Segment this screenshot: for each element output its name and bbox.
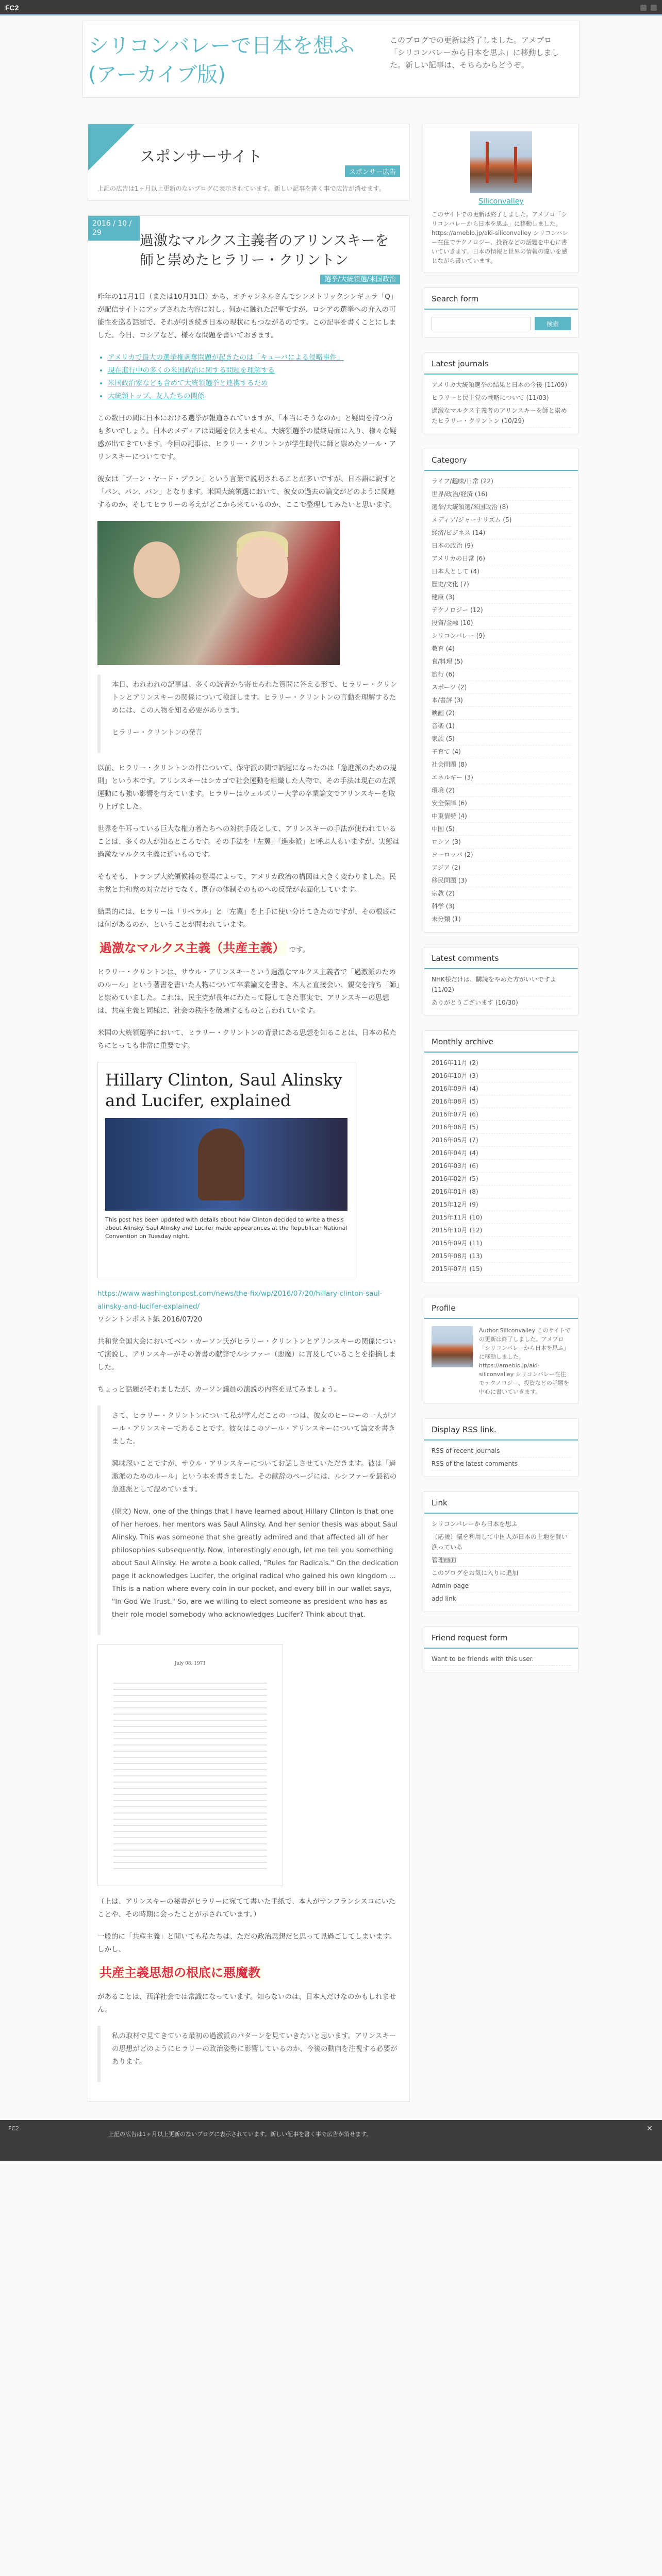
archive-link[interactable]: 2016年01月 (8) (432, 1185, 571, 1198)
category-link[interactable]: 中国 (5) (432, 823, 571, 836)
source-link[interactable]: https://www.washingtonpost.com/news/the-fix/wp/2016/07/20/hillary-clinton-saul-alinsky-and-lucifer-explained/ (97, 1290, 383, 1311)
archive-link[interactable]: 2015年07月 (15) (432, 1263, 571, 1276)
quote-text: 本日、われわれの記事は、多くの読者から寄せられた質問に答える形で、ヒラリー・クリントンとアリンスキーの関係について検証します。ヒラリー・クリントンの言動を理解するためには、この人物を知る必要があります。 (112, 681, 398, 715)
user-icon[interactable] (651, 5, 657, 11)
comment-link[interactable]: ありがとうございます (10/30) (432, 996, 571, 1009)
blockquote (97, 674, 400, 753)
category-link[interactable]: 投資/金融 (10) (432, 617, 571, 630)
wapo-article-image (97, 1062, 355, 1278)
bridge-tower (486, 142, 489, 183)
person-figure (134, 541, 180, 598)
category-link[interactable]: 安全保障 (6) (432, 797, 571, 810)
category-link[interactable]: スポーツ (2) (432, 681, 571, 694)
category-link[interactable]: テクノロジー (12) (432, 604, 571, 617)
profile-text: Author:Siliconvalley このサイトでの更新は終了しました。アメブロ「シリコンバレーから日本を思ふ」に移動しました。 https://ameblo.jp/aki-siliconvalley シリコンバレー在住でテクノロジー、投資などの話題を中心に書いていきます。 (479, 1327, 571, 1395)
article-paragraph: 結果的には、ヒラリーは「リベラル」と「左翼」を上手に使い分けてきたのですが、その根底には何があるのか、ということが問われています。 (97, 908, 396, 929)
corner-ribbon (88, 124, 135, 171)
side-link[interactable]: add link (432, 1592, 571, 1605)
letter-text-lines (113, 1677, 267, 1873)
category-link[interactable]: エネルギー (3) (432, 771, 571, 784)
widget-title: Link (424, 1492, 578, 1514)
rss-link[interactable]: RSS of recent journals (432, 1445, 571, 1458)
category-link[interactable]: 中東情勢 (4) (432, 810, 571, 823)
category-link[interactable]: ヨーロッパ (2) (432, 849, 571, 861)
article-paragraph: 一般的に「共産主義」と聞いても私たちは、ただの政治思想だと思って見過ごしてしまいます。しかし、 (97, 1933, 396, 1954)
side-link[interactable]: このブログをお気に入りに追加 (432, 1567, 571, 1580)
category-link[interactable]: 歴史/文化 (7) (432, 578, 571, 591)
widget-title: Search form (424, 288, 578, 310)
rss-widget (424, 1418, 578, 1477)
category-link[interactable]: シリコンバレー (9) (432, 630, 571, 642)
side-link[interactable]: シリコンバレーから日本を思ふ (432, 1518, 571, 1531)
archive-link[interactable]: 2016年03月 (6) (432, 1160, 571, 1173)
category-link[interactable]: 科学 (3) (432, 900, 571, 913)
category-link[interactable]: 健康 (3) (432, 591, 571, 604)
main-column (88, 124, 410, 2116)
category-link[interactable]: 移民問題 (3) (432, 874, 571, 887)
category-link[interactable]: 未分類 (1) (432, 913, 571, 926)
archive-link[interactable]: 2015年09月 (11) (432, 1237, 571, 1250)
archive-link[interactable]: 2015年11月 (10) (432, 1211, 571, 1224)
person-figure (198, 1128, 244, 1200)
journal-link[interactable]: ヒラリーと民主党の戦略について (11/03) (432, 392, 571, 404)
article-date: 2016 / 10 / 29 (88, 216, 140, 241)
category-link[interactable]: 教育 (4) (432, 642, 571, 655)
widget-title: Profile (424, 1297, 578, 1319)
archive-link[interactable]: 2016年11月 (2) (432, 1057, 571, 1070)
widget-title: Friend request form (424, 1627, 578, 1649)
highlight-heading: 過激なマルクス主義（共産主義） (97, 941, 287, 956)
archive-link[interactable]: 2016年04月 (4) (432, 1147, 571, 1160)
friend-request-widget (424, 1626, 578, 1672)
article-link[interactable]: • アメリカで最大の選挙権剥奪問題が起きたのは「キューバによる侵略事件」 (108, 351, 400, 364)
monthly-archive-widget (424, 1030, 578, 1282)
photo-clinton-image (97, 521, 340, 665)
highlight-suffix: です。 (289, 946, 309, 954)
article-link[interactable]: • 米国政治家なども含めて大統領選挙と連携するため (108, 377, 400, 390)
article-paragraph: そもそも、トランプ大統領候補の登場によって、アメリカ政治の構図は大きく変わりました。民主党と共和党の対立だけでなく、既存の体制そのものへの反発が表面化しています。 (97, 873, 396, 894)
category-link[interactable]: 日本の政治 (9) (432, 539, 571, 552)
archive-link[interactable]: 2016年10月 (3) (432, 1070, 571, 1082)
profile-detail-widget (424, 1297, 578, 1404)
archive-link[interactable]: 2016年02月 (5) (432, 1173, 571, 1185)
search-widget (424, 287, 578, 338)
quote-text: 私の取材で見てきている最初の過激派のパターンを見ていきたいと思います。アリンスキーの思想がどのようにヒラリーの政治姿勢に影響しているのか、今後の動向を注視する必要があります。 (112, 2032, 398, 2066)
overlay-text: 上記の広告は1ヶ月以上更新のないブログに表示されています。新しい記事を書く事で広告が消せます。 (108, 2131, 372, 2138)
search-input[interactable] (432, 317, 531, 330)
widget-title: Latest comments (424, 947, 578, 969)
sponsor-body: 上記の広告は1ヶ月以上更新のないブログに表示されています。新しい記事を書く事で広告が消せます。 (97, 185, 385, 192)
category-link[interactable]: 社会問題 (8) (432, 758, 571, 771)
overlay-logo: FC2 (8, 2125, 20, 2132)
widget-title: Display RSS link. (424, 1419, 578, 1440)
category-link[interactable]: 世界/政治/経済 (16) (432, 488, 571, 501)
category-link[interactable]: 選挙/大統領選/米国政治 (8) (432, 501, 571, 514)
category-link[interactable]: 家族 (5) (432, 733, 571, 745)
article-category-badge[interactable]: 選挙/大統領選/米国政治 (320, 275, 400, 284)
archive-link[interactable]: 2015年08月 (13) (432, 1250, 571, 1263)
sponsor-card (88, 124, 410, 201)
letter-date: July 08, 1971 (174, 1661, 206, 1666)
archive-link[interactable]: 2016年05月 (7) (432, 1134, 571, 1147)
highlight-heading: 共産主義思想の根底に悪魔教 (97, 1965, 262, 1980)
archive-link[interactable]: 2015年12月 (9) (432, 1198, 571, 1211)
article-paragraph: ちょっと話題がそれましたが、カーソン議員の演説の内容を見てみましょう。 (97, 1385, 341, 1394)
category-link[interactable]: 宗教 (2) (432, 887, 571, 900)
search-button[interactable]: 検索 (535, 317, 571, 330)
blog-header (82, 21, 580, 98)
article-body (88, 283, 409, 2102)
article-link[interactable]: • 大統領トップ、友人たちの関係 (108, 390, 400, 403)
article-paragraph: （上は、アリンスキーの秘書がヒラリーに宛てて書いた手紙で、本人がサンフランシスコにいたことや、その時期に会ったことが示されています。） (97, 1897, 395, 1919)
image-photo (105, 1118, 347, 1211)
category-widget (424, 449, 578, 933)
article-link-list (108, 351, 400, 403)
quote-text: さて、ヒラリー・クリントンについて私が学んだことの一つは、彼女のヒーローの一人がソール・アリンスキーであることです。彼女はこのソール・アリンスキーについて論文を書きました。 (112, 1412, 397, 1446)
profile-text: このサイトでの更新は終了しました。アメブロ「シリコンバレーから日本を思ふ」に移動しました。 https://ameblo.jp/aki-siliconvalley シリコンバレー在住でテクノロジー、投資などの話題を中心に書いていきます。日本の情報と世界の情報の違いを感じながら書いています。 (432, 211, 568, 264)
blockquote (97, 1405, 400, 1635)
quote-text: 興味深いことですが、サウル・アリンスキーについてお話しさせていただきます。彼は「過激派のためのルール」という本を書きました。その献辞のページには、ルシファーを最初の急進派として認めています。 (112, 1460, 397, 1494)
article-paragraph: 以前、ヒラリー・クリントンの件について、保守派の間で話題になったのは「急進派のための規則」という本です。アリンスキーはシカゴで社会運動を組織した人物で、その手法は現在の左派運動にも強い影響を与えています。ヒラリーはウェルズリー大学の卒業論文でアリンスキーを取り上げました。 (97, 764, 396, 811)
image-caption: This post has been updated with details about how Clinton decided to write a thesis about Alinsky. Saul Alinsky and Lucifer made appearances at the Republican National Convention on Tuesday night. (105, 1216, 347, 1240)
topbar-icons (640, 5, 657, 11)
article-paragraph: があることは、西洋社会では常識になっています。知らないのは、日本人だけなのかもしれません。 (97, 1993, 396, 2014)
profile-widget (424, 124, 578, 273)
archive-link[interactable]: 2016年09月 (4) (432, 1082, 571, 1095)
side-link[interactable]: （応援）議を利用して中国人が日本の土地を買い漁っている (432, 1531, 571, 1554)
side-link[interactable]: 管理画面 (432, 1554, 571, 1567)
blog-title[interactable]: シリコンバレーで日本を想ふ (アーカイブ版) (88, 34, 355, 87)
profile-avatar[interactable] (432, 1326, 473, 1367)
top-navigation-bar (0, 0, 662, 15)
journal-link[interactable]: 過激なマルクス主義者のアリンスキーを師と崇めたヒラリー・クリントン (10/29) (432, 404, 571, 428)
bridge-tower (514, 147, 517, 183)
category-link[interactable]: 食/料理 (5) (432, 655, 571, 668)
category-link[interactable]: ロシア (3) (432, 836, 571, 849)
profile-name[interactable]: Siliconvalley (478, 197, 524, 206)
archive-link[interactable]: 2016年07月 (6) (432, 1108, 571, 1121)
article-card (88, 215, 410, 2102)
category-link[interactable]: メディア/ジャーナリズム (5) (432, 514, 571, 527)
blog-description: このブログでの更新は終了しました。アメブロ「シリコンバレーから日本を思ふ」に移動しました。新しい記事は、そちらからどうぞ。 (390, 36, 559, 70)
archive-link[interactable]: 2016年06月 (5) (432, 1121, 571, 1134)
sponsor-title: スポンサーサイト (140, 148, 262, 166)
source-line: ワシントンポスト紙 2016/07/20 (97, 1315, 203, 1324)
profile-avatar[interactable] (470, 131, 532, 193)
category-link[interactable]: アメリカの日常 (6) (432, 552, 571, 565)
person-figure (237, 536, 288, 598)
blockquote (97, 2026, 400, 2082)
article-paragraph: 共和党全国大会においてベン・カーソン氏がヒラリー・クリントンとアリンスキーの関係について演説し、アリンスキーがその著書の献辞でルシファー（悪魔）に言及していることを指摘しました。 (97, 1337, 396, 1371)
latest-comments-widget (424, 947, 578, 1016)
comment-link[interactable]: NHK様だけは、購読をやめた方がいいですよ (11/02) (432, 973, 571, 996)
letter-image (97, 1644, 283, 1886)
category-link[interactable]: ライフ/趣味/日常 (22) (432, 475, 571, 488)
article-link[interactable]: • 現在進行中の多くの米国政治に関する問題を理解する (108, 364, 400, 377)
sponsor-category-badge[interactable]: スポンサー広告 (345, 165, 400, 177)
journal-link[interactable]: アメリカ大統領選挙の結果と日本の今後 (11/09) (432, 379, 571, 392)
ad-overlay-bar (0, 2120, 662, 2161)
widget-title: Category (424, 449, 578, 471)
category-link[interactable]: 経済/ビジネス (14) (432, 527, 571, 539)
category-link[interactable]: 本/書評 (3) (432, 694, 571, 707)
article-paragraph: 米国の大統領選挙において、ヒラリー・クリントンの背景にある思想を知ることは、日本の私たちにとっても非常に重要です。 (97, 1029, 397, 1050)
archive-link[interactable]: 2015年10月 (12) (432, 1224, 571, 1237)
widget-title: Monthly archive (424, 1031, 578, 1053)
friend-request-link[interactable]: Want to be friends with this user. (432, 1653, 571, 1666)
sidebar (424, 124, 578, 1687)
latest-journals-widget (424, 352, 578, 434)
article-title[interactable]: 過激なマルクス主義者のアリンスキーを師と崇めたヒラリー・クリントン (140, 233, 389, 268)
category-link[interactable]: 子育て (4) (432, 745, 571, 758)
category-link[interactable]: 旅行 (6) (432, 668, 571, 681)
archive-link[interactable]: 2016年08月 (5) (432, 1095, 571, 1108)
side-link[interactable]: Admin page (432, 1580, 571, 1592)
fc2-logo[interactable]: FC2 (5, 4, 19, 12)
article-paragraph: ヒラリー・クリントンは、サウル・アリンスキーという過激なマルクス主義者で「過激派のためのルール」という著書を書いた人物について卒業論文を書き、本人と直接会い、親交を持ち「師」と崇めていました。これは、民主党が長年にわたって隠してきた事実で、アリンスキーの思想は、共産主義と同様に、社会の秩序を破壊するものと言われています。 (97, 968, 400, 1015)
article-paragraph: 昨年の11月1日（または10月31日）から、オチャンネルさんでシンメトリックシンギュラ「Q」が配信サイトにアップされた内容に対し、何かに触れた記事ですが、ロシアの選挙への介入の可能性を巡る話題で、それが引き続き日本の現状にもつながるのです。この記事を書くことにしました。今日、ロシアなど、様々な問題を書いておきます。 (97, 293, 398, 340)
widget-title: Latest journals (424, 353, 578, 375)
quote-text-english: (原文) Now, one of the things that I have learned about Hillary Clinton is that one of her heroes, her mentors was Saul Alinsky. And her senior thesis was about Saul Alinsky. This was someone that she greatly admired and that affected all of her philosophies subsequently. Now, interestingly enough, let me tell you something about Saul Alinsky. He wrote a book called, "Rules for Radicals." On the dedication page it acknowledges Lucifer, the original radical who gained his own kingdom ... This is a nation where every coin in our pocket, and every bill in our wallet says, "In God We Trust." So, are we willing to elect someone as president who has as their role model somebody who acknowledges Lucifer? Think about that. (112, 1507, 399, 1619)
category-link[interactable]: 日本人として (4) (432, 565, 571, 578)
article-paragraph: 彼女は「ブーン・ヤード・ブラン」という言葉で説明されることが多いですが、日本語に訳すと「パン、パン、パン」となります。米国大統領選において、彼女の過去の論文がどのように関連するのか、そしてヒラリーの考えがどこから来ているのか、ここで整理してみたいと思います。 (97, 475, 396, 509)
image-headline: Hillary Clinton, Saul Alinsky and Lucifer, explained (105, 1070, 342, 1110)
article-paragraph: この数日の間に日本における選挙が報道されていますが、「本当にそうなのか」と疑問を持つ方も多いでしょう。日本のメディアは問題を伝えません。大統領選挙の最終局面に入り、様々な疑惑が出てきています。今回の記事は、ヒラリー・クリントンが学生時代に師と崇めたソール・アリンスキーについてです。 (97, 414, 397, 461)
quote-sub: ヒラリー・クリントンの発言 (112, 728, 203, 737)
link-widget (424, 1492, 578, 1612)
category-link[interactable]: 環境 (2) (432, 784, 571, 797)
category-link[interactable]: 音楽 (1) (432, 720, 571, 733)
close-icon[interactable]: ✕ (647, 2125, 653, 2133)
menu-icon[interactable] (640, 5, 647, 11)
article-paragraph: 世界を牛耳っている巨大な権力者たちへの対抗手段として、アリンスキーの手法が使われていることは、多くの人が知るところです。その手法を「左翼」「進歩派」と呼ぶ人もいますが、実態は過激なマルクス主義に近いものです。 (97, 825, 400, 859)
rss-link[interactable]: RSS of the latest comments (432, 1458, 571, 1470)
category-link[interactable]: アジア (2) (432, 861, 571, 874)
category-link[interactable]: 映画 (2) (432, 707, 571, 720)
